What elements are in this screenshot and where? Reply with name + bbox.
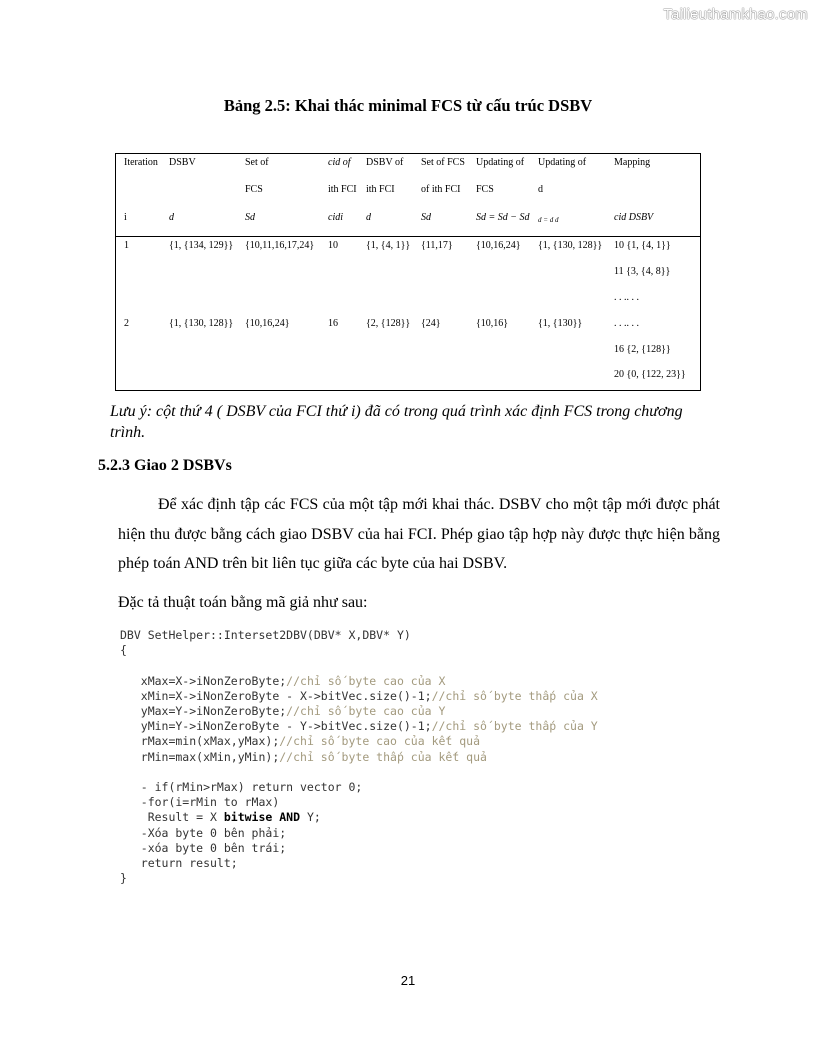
header-fcs: FCS [245, 184, 263, 195]
code-line [120, 750, 487, 764]
header-sd2: Sd [421, 212, 431, 223]
code-line [120, 810, 321, 824]
table-note: Lưu ý: cột thứ 4 ( DSBV của FCI thứ i) đã có trong quá trình xác định FCS trong chương trình. [110, 403, 683, 441]
row2-set-fcs-fci: {24} [421, 318, 441, 329]
section-heading: 5.2.3 Giao 2 DSBVs [98, 457, 232, 474]
row1-iteration: 1 [124, 240, 129, 251]
header-fcs2: FCS [476, 184, 494, 195]
code-line [120, 674, 445, 688]
code-text: rMin=max(xMin,yMin); [120, 749, 280, 764]
code-comment: //chỉ số byte thấp của X [431, 688, 598, 703]
watermark: Tailieuthamkhao.com [663, 6, 808, 23]
header-dsbv: DSBV [169, 157, 196, 168]
header-divider [116, 236, 700, 237]
code-line [120, 856, 238, 870]
code-text: -for(i=rMin to rMax) [120, 795, 280, 810]
row2-mapping-3: 20 {0, {122, 23}} [614, 369, 686, 380]
code-line [120, 643, 127, 657]
code-line [120, 795, 279, 809]
code-comment: //chỉ số byte cao của Y [286, 704, 446, 719]
code-text: { [120, 643, 127, 658]
row1-dsbv-fci: {1, {4, 1}} [366, 240, 411, 251]
row1-set-fcs-fci: {11,17} [421, 240, 453, 251]
row1-updating-d: {1, {130, 128}} [538, 240, 603, 251]
code-text: -Xóa byte 0 bên phải; [120, 825, 287, 840]
header-mapping: Mapping [614, 157, 651, 168]
code-text: DBV SetHelper::Interset2DBV(DBV* X,DBV* Y) [120, 628, 411, 642]
code-text: xMax=X->iNonZeroByte; [120, 673, 287, 688]
code-text: xMin=X->iNonZeroByte - X->bitVec.size()-1; [120, 688, 432, 703]
page-number: 21 [400, 973, 416, 988]
code-comment: //chỉ số byte thấp của kết quả [279, 749, 487, 764]
code-line [120, 719, 598, 733]
code-keyword: bitwise AND [223, 810, 301, 825]
header-set-of-fcs: Set of FCS [421, 157, 465, 168]
header-cid-of: cid of [328, 157, 351, 168]
row2-mapping-1: . . .. . . [614, 318, 639, 329]
row1-cid: 10 [328, 240, 338, 251]
header-d2: d [366, 212, 371, 223]
row1-mapping-1: 10 {1, {4, 1}} [614, 240, 671, 251]
header-d-formula: d = d d [538, 216, 559, 224]
row2-iteration: 2 [124, 318, 129, 329]
code-text: rMax=min(xMax,yMax); [120, 734, 280, 749]
code-text: Result = X [120, 810, 224, 825]
code-line [120, 628, 411, 642]
code-line [120, 841, 286, 855]
code-line [120, 689, 598, 703]
header-cid-dsbv: cid DSBV [614, 212, 654, 223]
header-sd: Sd [245, 212, 255, 223]
header-cidi: cidi [328, 212, 343, 223]
header-dsbv-of: DSBV of [366, 157, 404, 168]
pseudocode-block [120, 628, 598, 886]
row2-updating-d: {1, {130}} [538, 318, 583, 329]
code-text: -xóa byte 0 bên trái; [120, 840, 287, 855]
code-comment: //chỉ số byte thấp của Y [431, 719, 598, 734]
code-text: yMax=Y->iNonZeroByte; [120, 704, 287, 719]
row2-set-fcs: {10,16,24} [245, 318, 290, 329]
code-line [120, 780, 362, 794]
code-text: yMin=Y->iNonZeroByte - Y->bitVec.size()-1; [120, 719, 432, 734]
row2-updating-fcs: {10,16} [476, 318, 509, 329]
header-updating-fcs: Updating of [476, 157, 525, 168]
row1-mapping-3: . . .. . . [614, 292, 639, 303]
fcs-table [115, 153, 701, 391]
code-comment: //chỉ số byte cao của kết quả [279, 734, 481, 749]
code-line [120, 734, 480, 748]
header-iteration: Iteration [124, 157, 158, 168]
row2-dsbv-fci: {2, {128}} [366, 318, 411, 329]
header-d: d [169, 212, 174, 223]
row2-cid: 16 [328, 318, 338, 329]
code-line [120, 704, 445, 718]
body-paragraph [118, 490, 720, 579]
code-text: - if(rMin>rMax) return vector 0; [120, 780, 363, 795]
table-title: Bảng 2.5: Khai thác minimal FCS từ cấu trúc DSBV [223, 96, 593, 115]
header-set-of: Set of [245, 157, 269, 168]
paragraph-1: Để xác định tập các FCS của một tập mới khai thác. DSBV cho một tập mới được phát hiện thu được bằng cách giao DSBV của hai FCI. Phép giao tập hợp này được thực hiện bằng phép toán AND trên bit liên tục giữa các byte của hai DSBV. [118, 496, 720, 572]
row1-set-fcs: {10,11,16,17,24} [245, 240, 315, 251]
row1-mapping-2: 11 {3, {4, 8}} [614, 266, 671, 277]
row2-mapping-2: 16 {2, {128}} [614, 344, 671, 355]
header-sd-formula: Sd = Sd − Sd [476, 212, 530, 223]
header-ith-fci-1: ith FCI [328, 184, 357, 195]
code-comment: //chỉ số byte cao của X [286, 673, 446, 688]
header-i: i [124, 212, 127, 223]
header-of-ith-fci: of ith FCI [421, 184, 461, 195]
header-updating-d: Updating of [538, 157, 587, 168]
code-line [120, 871, 127, 885]
row1-dsbv: {1, {134, 129}} [169, 240, 234, 251]
code-line [120, 826, 286, 840]
code-text-after: Y; [300, 810, 321, 825]
code-text: } [120, 871, 127, 886]
row2-dsbv: {1, {130, 128}} [169, 318, 234, 329]
paragraph-2: Đặc tả thuật toán bằng mã giả như sau: [118, 594, 368, 611]
header-d3: d [538, 184, 543, 195]
header-ith-fci-2: ith FCI [366, 184, 395, 195]
code-text: return result; [120, 856, 238, 871]
row1-updating-fcs: {10,16,24} [476, 240, 521, 251]
